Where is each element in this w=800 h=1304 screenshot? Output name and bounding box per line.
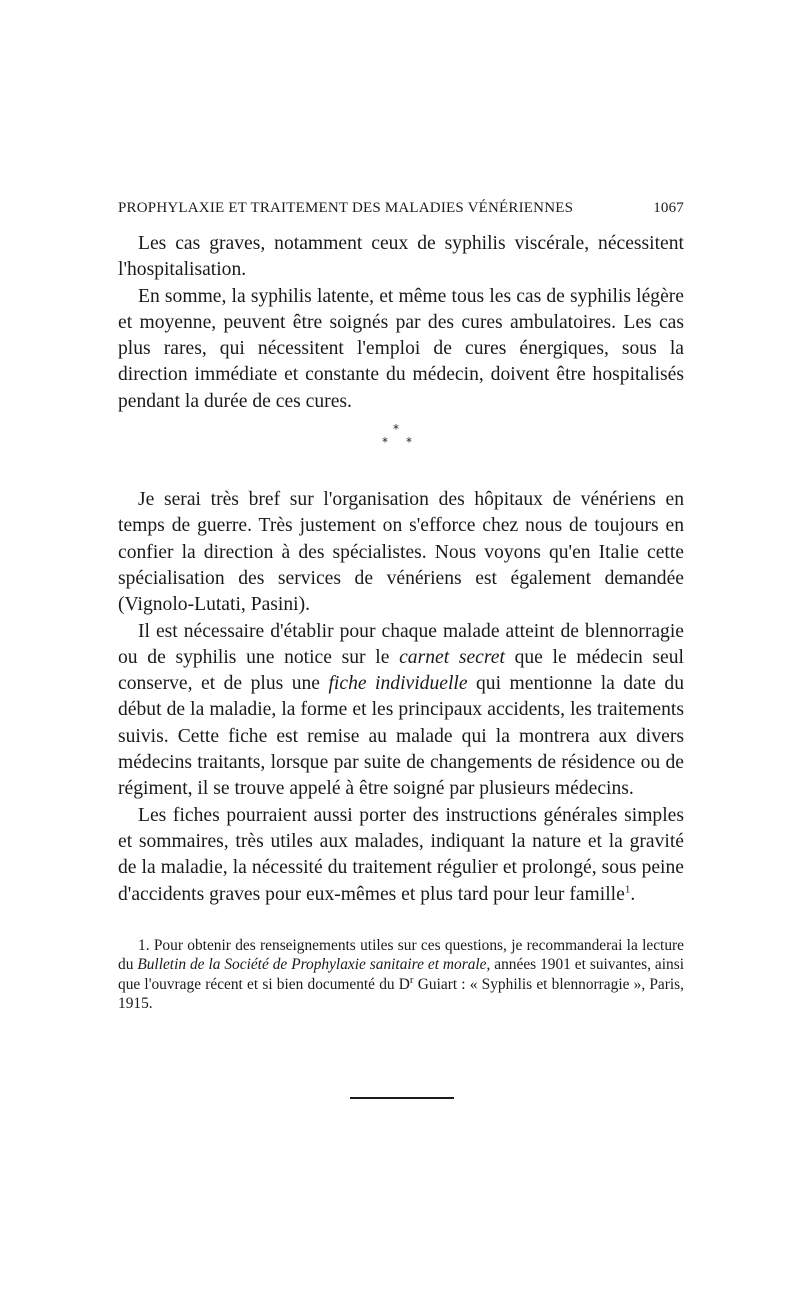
page-number: 1067: [653, 200, 684, 216]
footnote-ref: 1: [624, 883, 631, 895]
footnote-1: [118, 936, 684, 1014]
paragraph-individual-record: [118, 619, 684, 803]
paragraph-ambulatory-cures: En somme, la syphilis latente, et même tous les cas de syphilis légère et moyenne, peuvent être soignés par des cures ambulatoires. Les cas plus rares, qui nécessitent l'emploi de cures énergiques, sous la direction immédiate et constante du médecin, doivent être hospitalisés pendant la durée de ces cures.: [118, 285, 684, 412]
asterism-star-left: *: [382, 435, 388, 450]
fiche-individuelle-term: fiche individuelle: [328, 673, 468, 695]
p5-end: .: [630, 883, 636, 905]
p4-text-e: qui mentionne la date du début de la maladie, la forme et les principaux accidents, les traitements suivis. Cette fiche est remise au malade qui la montrera aux divers médecins traitants, lorsque par suite de changements de résidence ou de régiment, il se trouve appelé à être soigné par plusieurs médecins.: [118, 673, 685, 800]
end-rule: [350, 1097, 454, 1099]
p4-text-c: que le médecin seul conserve, et de plus une: [118, 646, 684, 695]
p4-text-a: Il est nécessaire d'établir pour chaque malade atteint de blennorragie ou de syphilis une notice sur le: [118, 620, 684, 668]
asterism-separator: [118, 423, 684, 463]
footnote-text-c: , années 1901 et suivantes, ainsi que l'ouvrage récent et si bien documenté du D: [118, 956, 684, 993]
paragraph-instructions: [118, 803, 684, 908]
bulletin-title: Bulletin de la Société de Prophylaxie sanitaire et morale: [137, 956, 487, 974]
book-page: [118, 200, 684, 1014]
paragraph-hospital-organisation: Je serai très bref sur l'organisation des hôpitaux de vénériens en temps de guerre. Très justement on s'efforce chez nous de toujours en confier la direction à des spécialistes. Nous voyons qu'en Italie cette spécialisation des services de vénériens est également demandée (Vignolo-Lutati, Pasini).: [118, 489, 684, 616]
doctor-abbrev-sup: r: [409, 973, 414, 986]
p5-text: Les fiches pourraient aussi porter des instructions générales simples et sommaires, très utiles aux malades, indiquant la nature et la gravité de la maladie, la nécessité du traitement régulier et prolongé, sous peine d'accidents graves pour eux-mêmes et plus tard pour leur famille: [118, 804, 684, 905]
footnote-text-e: Guiart : « Syphilis et blennorragie », Paris, 1915.: [118, 975, 684, 1013]
footnote-area: [118, 936, 684, 1014]
asterism-star-top: *: [393, 422, 399, 437]
asterism-star-right: *: [406, 435, 412, 450]
paragraph-hospitalisation: Les cas graves, notamment ceux de syphilis viscérale, nécessitent l'hospitalisation.: [118, 233, 684, 281]
carnet-secret-term: carnet secret: [399, 646, 505, 668]
footnote-text-a: 1. Pour obtenir des renseignements utiles sur ces questions, je recommanderai la lecture du: [118, 936, 684, 974]
running-head: [118, 200, 684, 217]
running-title: PROPHYLAXIE ET TRAITEMENT DES MALADIES VÉNÉRIENNES: [118, 200, 574, 216]
